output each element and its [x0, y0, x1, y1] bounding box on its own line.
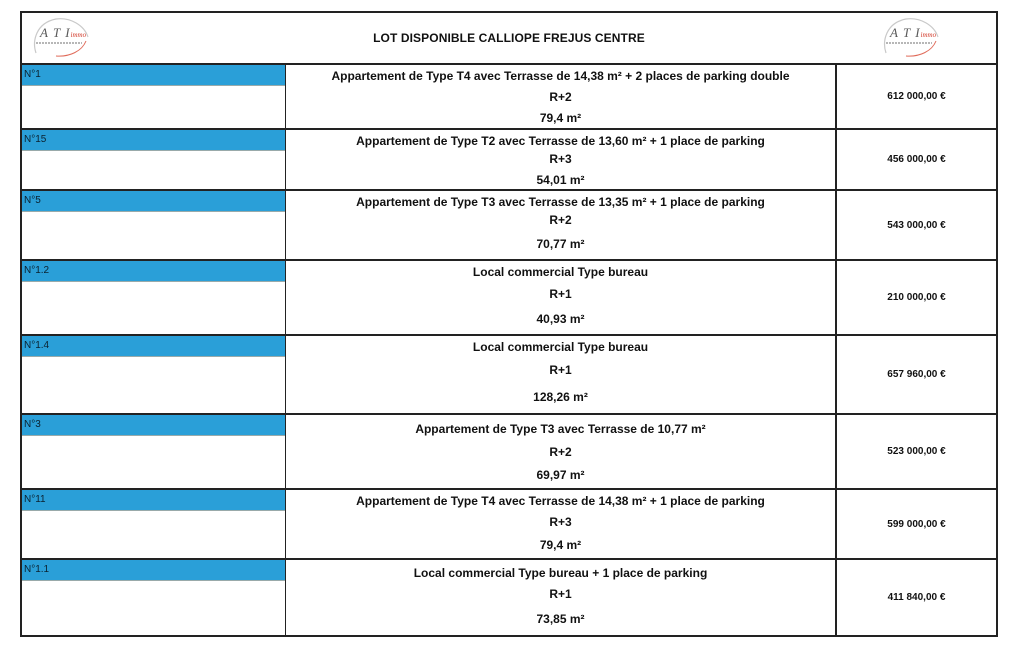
lot-floor: R+2: [549, 90, 572, 104]
lot-divider: [22, 356, 285, 357]
table-header: [22, 13, 996, 65]
lot-table: [20, 11, 998, 637]
lot-floor: R+2: [549, 445, 572, 459]
page-title: LOT DISPONIBLE CALLIOPE FREJUS CENTRE: [373, 31, 645, 45]
logo-text: A T I: [40, 25, 71, 40]
lot-cell: [22, 261, 286, 334]
lot-floor: R+2: [549, 213, 572, 227]
table-row: [22, 65, 996, 130]
lot-divider: [22, 281, 285, 282]
lot-cell: [22, 65, 286, 128]
lot-floor: R+1: [549, 287, 572, 301]
table-row: [22, 130, 996, 191]
lot-number: N°5: [22, 191, 285, 211]
lot-floor: R+1: [549, 587, 572, 601]
lot-divider: [22, 150, 285, 151]
description-cell: [286, 336, 837, 413]
lot-price: 657 960,00 €: [887, 369, 946, 380]
lot-divider: [22, 510, 285, 511]
lot-number: N°15: [22, 130, 285, 150]
lot-floor: R+1: [549, 363, 572, 377]
table-row: [22, 191, 996, 261]
lot-surface: 73,85 m²: [536, 612, 585, 626]
lot-surface: 128,26 m²: [533, 390, 588, 404]
lot-description: Local commercial Type bureau: [472, 340, 649, 354]
description-cell: [286, 191, 837, 259]
lot-surface: 69,97 m²: [536, 468, 585, 482]
lot-cell: [22, 336, 286, 413]
lot-divider: [22, 85, 285, 86]
table-row: [22, 560, 996, 635]
lot-cell: [22, 560, 286, 635]
lot-price: 612 000,00 €: [887, 91, 946, 102]
lot-divider: [22, 211, 285, 212]
description-cell: [286, 65, 837, 128]
lot-surface: 40,93 m²: [536, 312, 585, 326]
description-cell: [286, 560, 837, 635]
lot-surface: 79,4 m²: [539, 111, 582, 125]
lot-description: Appartement de Type T4 avec Terrasse de 14,38 m² + 2 places de parking double: [331, 69, 790, 83]
description-cell: [286, 490, 837, 558]
table-row: [22, 490, 996, 560]
lot-number: N°3: [22, 415, 285, 435]
description-cell: [286, 130, 837, 189]
lot-number: N°1.1: [22, 560, 285, 580]
lot-description: Appartement de Type T4 avec Terrasse de 14,38 m² + 1 place de parking: [356, 494, 765, 508]
lot-description: Local commercial Type bureau + 1 place de parking: [413, 566, 708, 580]
lot-cell: [22, 191, 286, 259]
lot-divider: [22, 435, 285, 436]
lot-number: N°1: [22, 65, 285, 85]
lot-price: 411 840,00 €: [887, 592, 946, 603]
lot-surface: 70,77 m²: [536, 237, 585, 251]
lot-number: N°1.2: [22, 261, 285, 281]
lot-price: 523 000,00 €: [887, 446, 946, 457]
ati-immo-logo-icon: [880, 15, 942, 59]
lot-description: Local commercial Type bureau: [472, 265, 649, 279]
lot-cell: [22, 130, 286, 189]
table-row: [22, 415, 996, 490]
lot-description: Appartement de Type T2 avec Terrasse de 13,60 m² + 1 place de parking: [356, 134, 765, 148]
lot-floor: R+3: [549, 515, 572, 529]
logo-tagline: [886, 42, 932, 44]
table-row: [22, 336, 996, 415]
lot-cell: [22, 490, 286, 558]
lot-price: 456 000,00 €: [887, 154, 946, 165]
lot-price: 599 000,00 €: [887, 518, 946, 530]
lot-surface: 79,4 m²: [539, 538, 582, 552]
logo-suffix: immo: [70, 31, 87, 39]
lot-price: 210 000,00 €: [887, 292, 946, 303]
description-cell: [286, 415, 837, 488]
lot-floor: R+3: [549, 152, 572, 166]
lot-description: Appartement de Type T3 avec Terrasse de 10,77 m²: [415, 422, 706, 436]
lot-cell: [22, 415, 286, 488]
lot-number: N°1.4: [22, 336, 285, 356]
logo-suffix: immo: [920, 31, 937, 39]
logo-text: A T I: [890, 25, 921, 40]
lot-price: 543 000,00 €: [887, 219, 946, 231]
table-row: [22, 261, 996, 336]
lot-number: N°11: [22, 490, 285, 510]
lot-description: Appartement de Type T3 avec Terrasse de 13,35 m² + 1 place de parking: [356, 195, 765, 209]
description-cell: [286, 261, 837, 334]
lot-surface: 54,01 m²: [536, 173, 585, 187]
lot-divider: [22, 580, 285, 581]
